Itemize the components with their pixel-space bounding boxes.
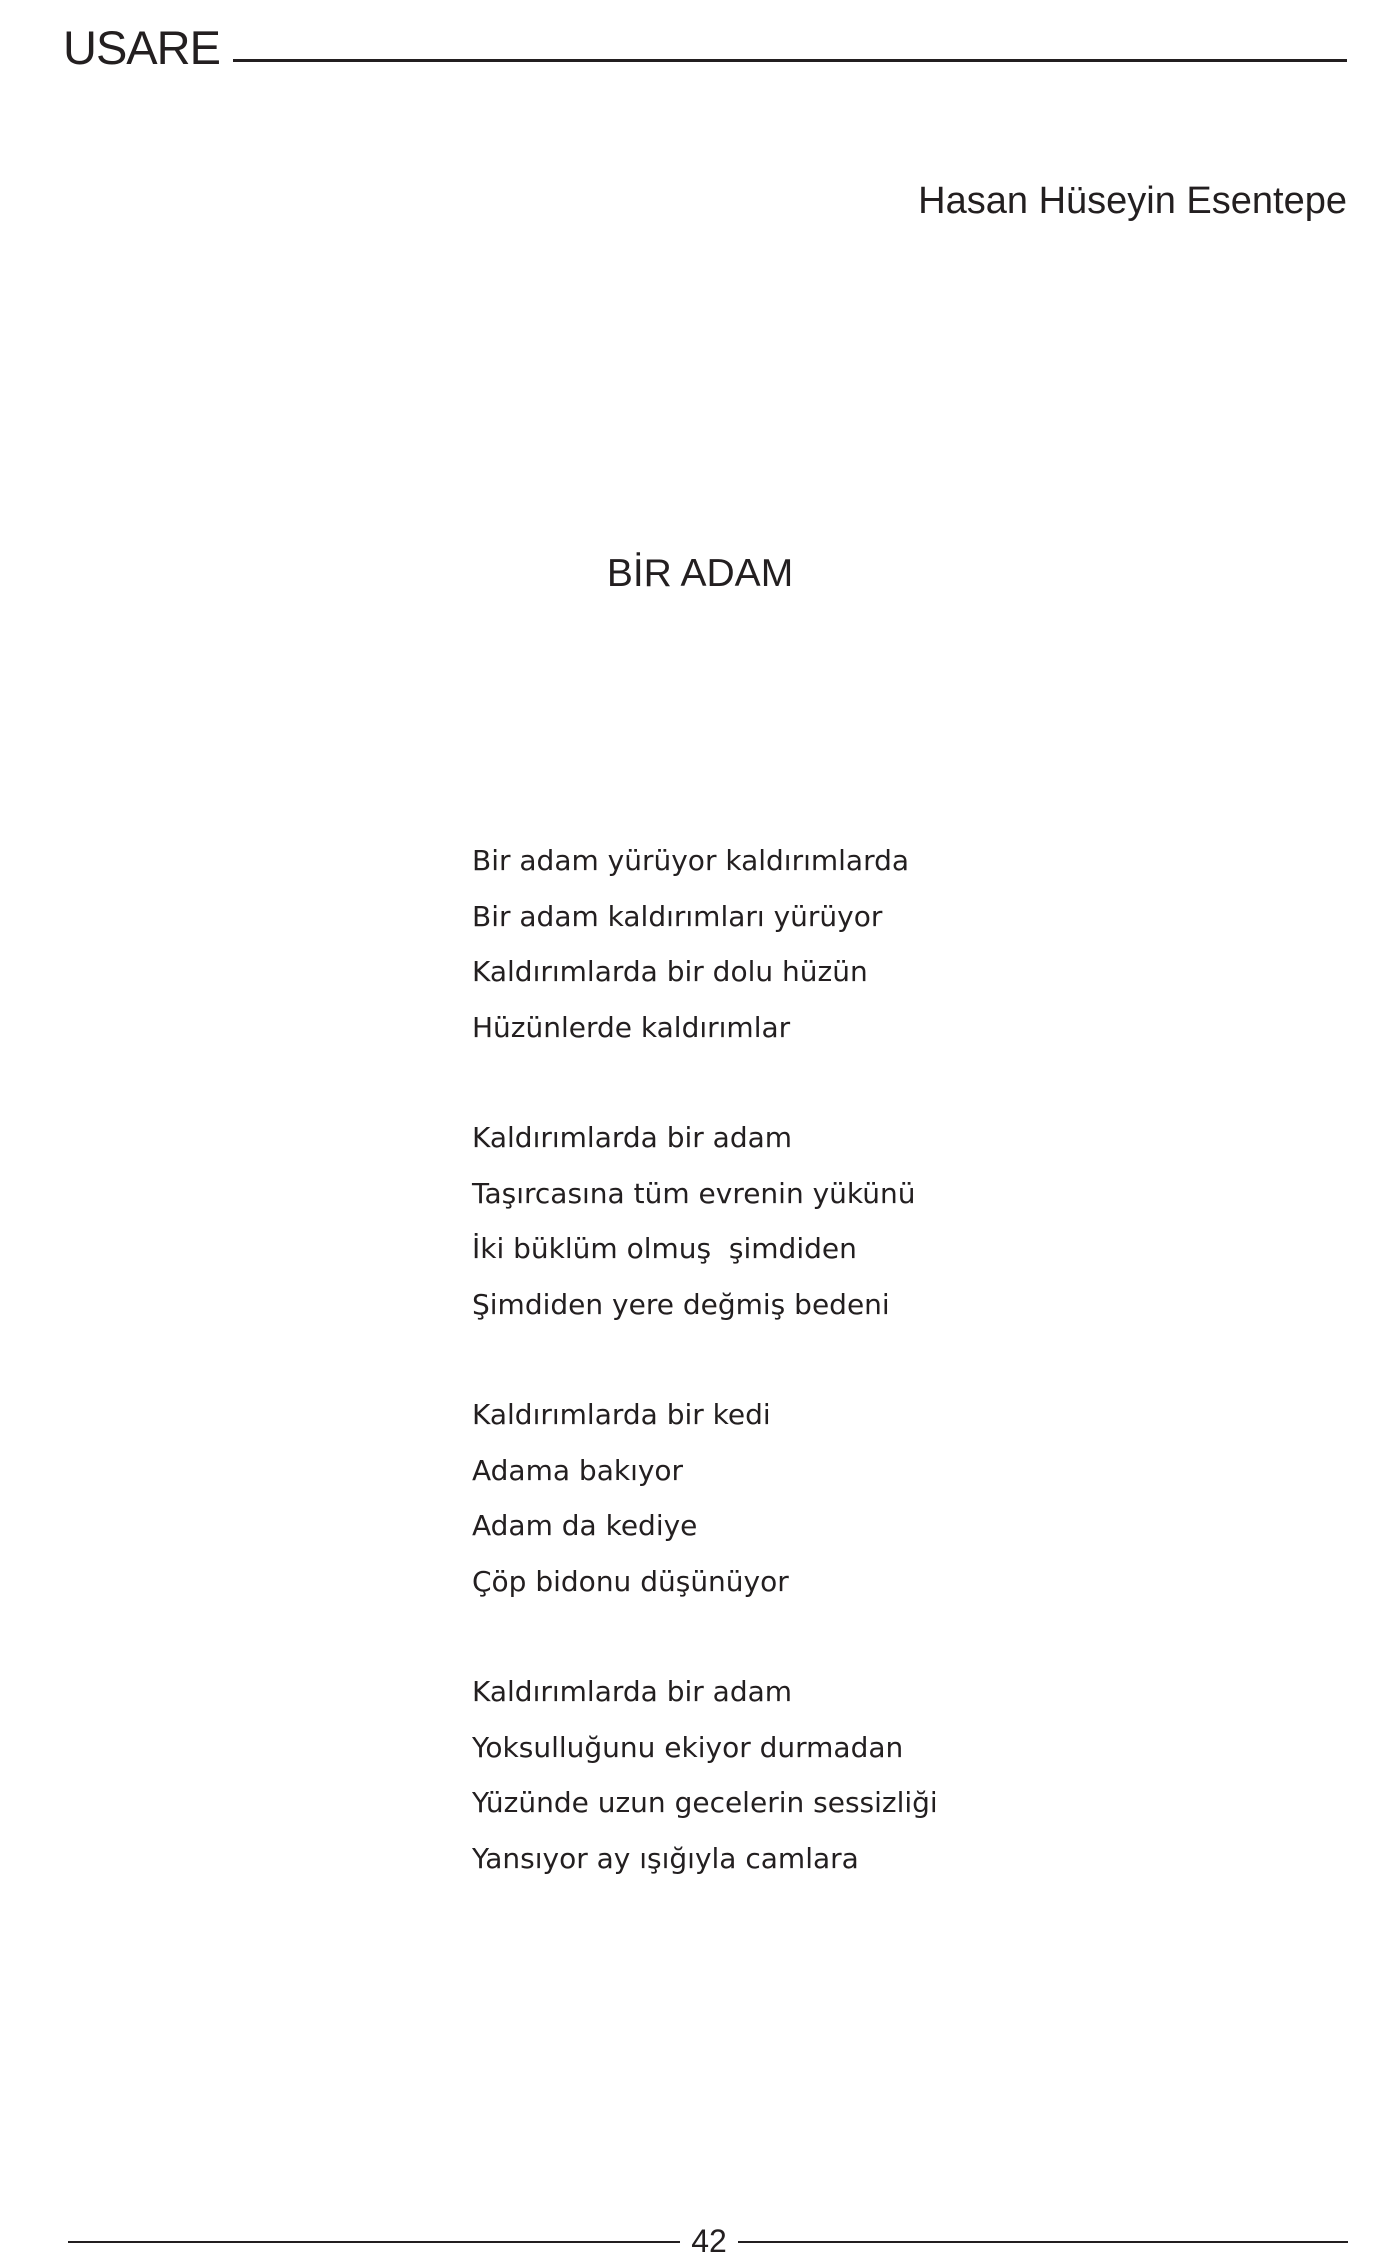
poem-line: Şimdiden yere değmiş bedeni bbox=[472, 1287, 890, 1321]
footer-rule-left bbox=[68, 2241, 680, 2243]
poem-line: Yüzünde uzun gecelerin sessizliği bbox=[472, 1786, 938, 1819]
journal-title: USARE bbox=[63, 21, 220, 74]
poem-body bbox=[472, 833, 938, 1941]
poem-line: Yansıyor ay ışığıyla camlara bbox=[472, 1841, 859, 1875]
poem-line: Yoksulluğunu ekiyor durmadan bbox=[472, 1730, 904, 1764]
poem-line: İki büklüm olmuş şimdiden bbox=[472, 1232, 857, 1265]
poem-title: BİR ADAM bbox=[606, 552, 794, 595]
footer-rule-right bbox=[738, 2241, 1348, 2243]
poem-line: Hüzünlerde kaldırımlar bbox=[472, 1010, 791, 1044]
poem-line: Adama bakıyor bbox=[472, 1453, 684, 1487]
poem-line: Kaldırımlarda bir dolu hüzün bbox=[472, 955, 868, 988]
poem-line: Kaldırımlarda bir adam bbox=[472, 1121, 793, 1154]
author-name: Hasan Hüseyin Esentepe bbox=[918, 180, 1347, 222]
header-rule bbox=[233, 59, 1347, 62]
poem-line: Çöp bidonu düşünüyor bbox=[472, 1564, 789, 1598]
stanza-3 bbox=[472, 1387, 938, 1609]
poem-line: Bir adam kaldırımları yürüyor bbox=[472, 899, 883, 933]
poem-line: Taşırcasına tüm evrenin yükünü bbox=[472, 1176, 916, 1210]
stanza-2 bbox=[472, 1110, 938, 1332]
page-number: 42 bbox=[691, 2223, 727, 2259]
poem-line: Kaldırımlarda bir adam bbox=[472, 1675, 793, 1708]
poem-line: Kaldırımlarda bir kedi bbox=[472, 1398, 771, 1431]
stanza-4 bbox=[472, 1664, 938, 1886]
poem-line: Adam da kediye bbox=[472, 1509, 698, 1542]
stanza-1 bbox=[472, 833, 938, 1055]
poem-line: Bir adam yürüyor kaldırımlarda bbox=[472, 844, 910, 877]
